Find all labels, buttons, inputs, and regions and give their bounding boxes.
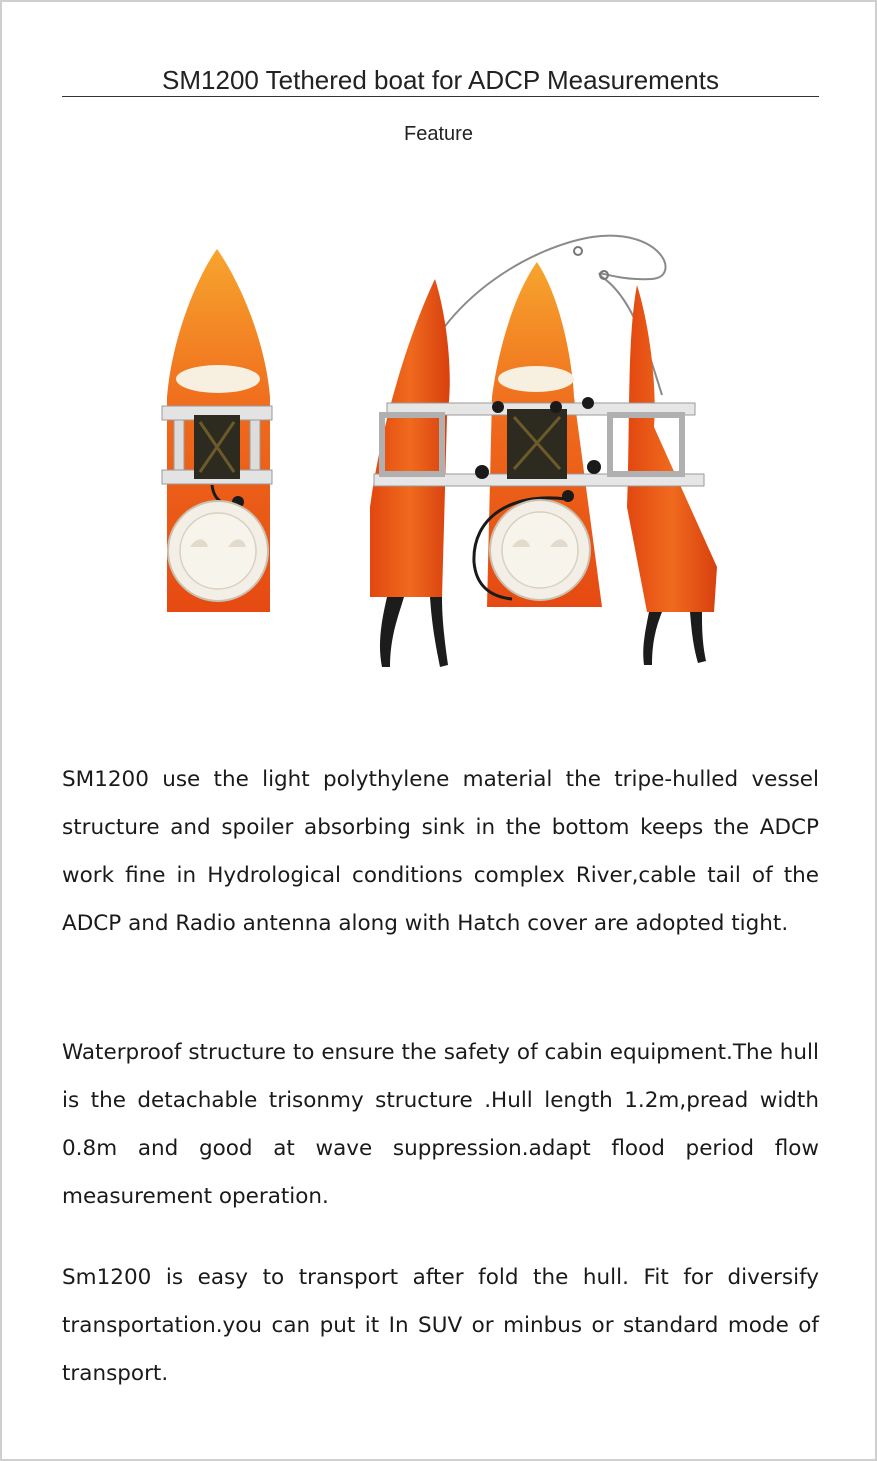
page-title: SM1200 Tethered boat for ADCP Measurements	[162, 65, 719, 95]
trihull-assembled-view	[370, 236, 717, 667]
title-underline	[62, 65, 819, 97]
folded-hull-view	[162, 249, 272, 612]
section-subtitle: Feature	[404, 123, 473, 145]
tethered-boat-photo	[142, 217, 742, 677]
paragraph-3: Sm1200 is easy to transport after fold the hull. Fit for diversify transportation.you can put it In SUV or minbus or standard mode of transport.	[62, 1265, 819, 1386]
paragraph-2: Waterproof structure to ensure the safety of cabin equipment.The hull is the detachable trisonmy structure .Hull length 1.2m,pread width 0.8m and good at wave suppression.adapt flood period flow measurement operation.	[62, 1040, 819, 1209]
paragraph-1: SM1200 use the light polythylene material the tripe-hulled vessel structure and spoiler absorbing sink in the bottom keeps the ADCP work fine in Hydrological conditions complex River,cable tail of the ADCP and Radio antenna along with Hatch cover are adopted tight.	[62, 767, 819, 936]
